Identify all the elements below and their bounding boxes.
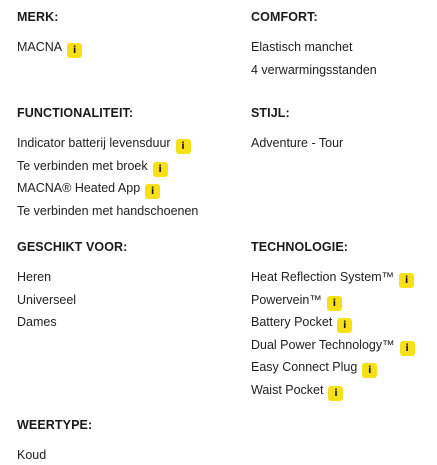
spec-item-elastic-cuff: Elastisch manchet — [251, 40, 353, 54]
spec-item-easy-connect: Easy Connect Plug i — [251, 356, 437, 379]
spec-heading-style: STIJL: — [251, 106, 290, 120]
spec-item-unisex: Universeel — [17, 292, 77, 307]
spec-list-suitable-for — [17, 266, 212, 334]
spec-item-waist-pocket: Waist Pocket i — [251, 379, 437, 402]
spec-item-battery-pocket: Battery Pocket i — [251, 311, 437, 334]
spec-item-women: Dames — [17, 315, 57, 329]
spec-list-weather-type — [17, 444, 212, 465]
spec-item-heated-app: MACNA® Heated App i — [17, 177, 212, 200]
info-icon[interactable]: i — [153, 162, 168, 177]
spec-list-comfort — [251, 36, 437, 81]
spec-item-cold: Koud — [17, 448, 47, 462]
spec-list-functionality — [17, 132, 212, 222]
info-icon[interactable]: i — [362, 363, 377, 378]
spec-heading-comfort: COMFORT: — [251, 10, 318, 24]
spec-list-style — [251, 132, 437, 155]
spec-weather-type — [17, 418, 212, 465]
spec-technology — [251, 240, 437, 401]
spec-list-technology — [251, 266, 437, 401]
spec-item-connect-trousers: Te verbinden met broek i — [17, 155, 212, 178]
spec-heading-weather-type: WEERTYPE: — [17, 418, 93, 432]
spec-item-heat-settings: 4 verwarmingsstanden — [251, 62, 377, 77]
spec-functionality — [17, 106, 212, 222]
spec-suitable-for — [17, 240, 212, 334]
spec-list-brand — [17, 36, 212, 59]
info-icon[interactable]: i — [337, 318, 352, 333]
info-icon[interactable]: i — [328, 386, 343, 401]
info-icon[interactable]: i — [176, 139, 191, 154]
spec-heading-suitable-for: GESCHIKT VOOR: — [17, 240, 128, 254]
info-icon[interactable]: i — [399, 273, 414, 288]
spec-heading-brand: MERK: — [17, 10, 59, 24]
spec-item-powervein: Powervein™ i — [251, 289, 437, 312]
spec-style — [251, 106, 437, 155]
spec-item-connect-gloves: Te verbinden met handschoenen — [17, 203, 199, 218]
spec-item-heat-reflection: Heat Reflection System™ i — [251, 266, 437, 289]
spec-brand — [17, 10, 212, 59]
info-icon[interactable]: i — [145, 184, 160, 199]
info-icon[interactable]: i — [400, 341, 415, 356]
spec-item-men: Heren — [17, 270, 52, 284]
spec-heading-functionality: FUNCTIONALITEIT: — [17, 106, 134, 120]
spec-heading-technology: TECHNOLOGIE: — [251, 240, 349, 254]
spec-comfort — [251, 10, 437, 81]
info-icon[interactable]: i — [67, 43, 82, 58]
spec-item-dual-power: Dual Power Technology™ i — [251, 334, 437, 357]
info-icon[interactable]: i — [327, 296, 342, 311]
spec-item-macna: MACNA i — [17, 36, 212, 59]
spec-item-battery-indicator: Indicator batterij levensduur i — [17, 132, 212, 155]
spec-item-adventure-tour: Adventure - Tour — [251, 136, 344, 150]
